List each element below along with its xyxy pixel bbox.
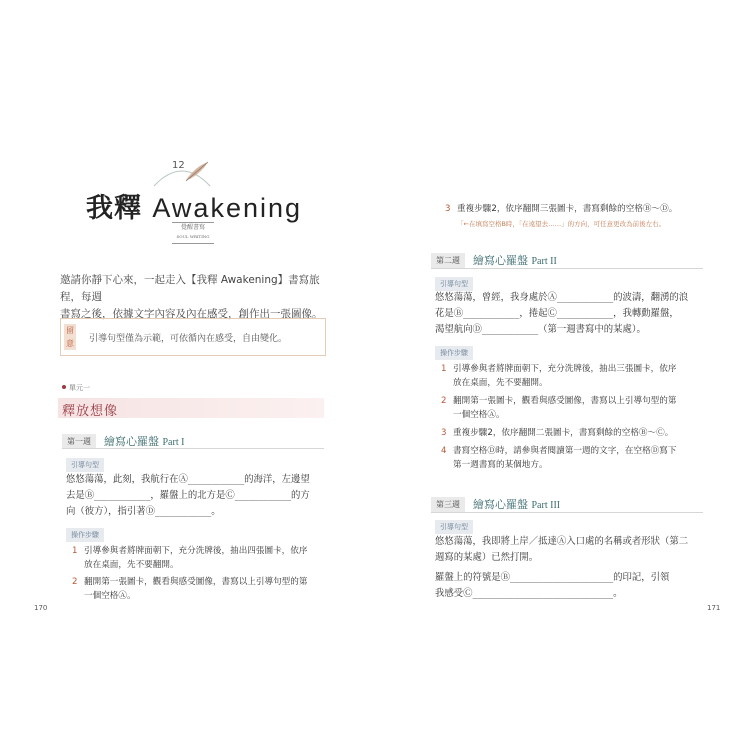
- page-number: 171: [707, 604, 721, 612]
- guide-line: 悠悠蕩蕩，此刻，我航行在Ⓐ____________的海洋，左邊望: [66, 474, 310, 485]
- guide-label: 引導句型: [66, 458, 104, 472]
- week-title-en: Part III: [531, 500, 561, 511]
- guide-label: 引導句型: [435, 520, 473, 534]
- step-item: [441, 394, 709, 408]
- step-number: 1: [72, 546, 78, 556]
- chapter-number: 12: [172, 160, 185, 171]
- step-text: 一個空格Ⓐ。: [84, 591, 136, 601]
- title-en: Awakening: [152, 193, 303, 223]
- step-text: 書寫空格Ⓓ時，請參與者閱讀第一週的文字，在空格Ⓓ寫下: [453, 446, 677, 456]
- step-number: 1: [441, 364, 447, 374]
- week-title-zh: 繪寫心羅盤: [473, 254, 528, 267]
- week-tag: 第三週: [431, 497, 465, 512]
- step-item: [72, 544, 332, 558]
- week-title-en: Part II: [531, 256, 557, 267]
- subtitle-en: SOUL WRITING: [176, 234, 210, 239]
- week-title: [473, 496, 560, 512]
- divider: [62, 448, 324, 449]
- subtitle-zh: 覺醒書寫: [180, 224, 205, 231]
- note-tag-char: 意: [66, 339, 74, 348]
- step-text: 一個空格Ⓐ。: [453, 410, 505, 420]
- step-number: 2: [72, 577, 78, 587]
- guide-line: 渴望航向Ⓓ____________（第一週書寫中的某處）。: [435, 324, 646, 335]
- step-item: [441, 426, 709, 440]
- step-number: 2: [441, 396, 447, 406]
- week-title: [473, 252, 557, 268]
- week-title: [104, 433, 184, 449]
- quill-emblem-icon: [150, 152, 214, 190]
- guide-text: [435, 290, 688, 338]
- steps-label: 操作步驟: [66, 528, 104, 542]
- step-item: [441, 444, 709, 458]
- note-text: 引導句型僅為示範，可依循內在感受，自由變化。: [89, 334, 288, 344]
- right-page: [375, 0, 750, 750]
- week-tag: 第一週: [62, 434, 96, 449]
- step-text: 重複步驟2，依序翻開三張圖卡，書寫剩餘的空格Ⓑ～Ⓓ。: [457, 204, 678, 214]
- step-item: [445, 202, 677, 216]
- guide-line: 羅盤上的符號是Ⓑ______________________的印記，引領: [435, 572, 670, 583]
- guide-line: 我感受Ⓒ______________________________。: [435, 588, 623, 599]
- divider: [431, 512, 703, 513]
- note-tag: [64, 324, 76, 350]
- step-number: 3: [445, 204, 451, 214]
- note-tag-char: 留: [66, 326, 74, 335]
- week-title-en: Part I: [162, 437, 185, 448]
- week-tag: 第二週: [431, 253, 465, 268]
- guide-line: 去是Ⓑ____________，羅盤上的北方是Ⓒ____________的方: [66, 490, 310, 501]
- step-text: 引導參與者將牌面朝下，充分洗牌後，抽出三張圖卡，依序: [453, 364, 677, 374]
- step-text: 翻開第一張圖卡，觀看與感受圖像，書寫以上引導句型的第: [84, 577, 308, 587]
- guide-text: [66, 472, 310, 520]
- page-number: 170: [34, 604, 48, 612]
- step-text: 放在桌面，先不要翻開。: [84, 560, 179, 570]
- subtitle-badge: [172, 222, 214, 244]
- guide-line: 向（彼方），指引著Ⓓ____________。: [66, 506, 221, 517]
- step-text: 第一週書寫的某個地方。: [453, 460, 548, 470]
- guide-text: [435, 534, 688, 602]
- steps-label: 操作步驟: [435, 346, 473, 360]
- note-box: [60, 318, 326, 356]
- divider: [431, 268, 703, 269]
- intro-paragraph: [60, 272, 330, 323]
- step-number: 4: [441, 446, 447, 456]
- intro-line: 邀請你靜下心來，一起走入【我釋 Awakening】書寫旅程，每週: [60, 274, 320, 303]
- step-item: [441, 362, 709, 376]
- guide-line: 花是Ⓑ____________，捲起Ⓒ____________，我轉動羅盤，: [435, 308, 679, 319]
- step-text: 引導參與者將牌面朝下，充分洗牌後，抽出四張圖卡，依序: [84, 546, 308, 556]
- page-title: [86, 186, 302, 225]
- step-number: 3: [441, 428, 447, 438]
- step-item: [72, 575, 332, 589]
- unit-title: 釋放想像: [62, 404, 119, 419]
- steps-list: [72, 544, 332, 603]
- week-title-zh: 繪寫心羅盤: [473, 498, 528, 511]
- step-text: 重複步驟2，依序翻開二張圖卡，書寫剩餘的空格Ⓑ～Ⓒ。: [453, 428, 674, 438]
- intro-line: 書寫之後，依據文字內容及內在感受，創作出一張圖像。: [60, 308, 323, 320]
- steps-list: [441, 362, 709, 472]
- guide-label: 引導句型: [435, 277, 473, 291]
- unit-label: 單元一: [62, 383, 90, 393]
- guide-line: 悠悠蕩蕩，我即將上岸／抵達Ⓐ入口處的名稱或者形狀（第二: [435, 536, 689, 547]
- hint-text: 「←在填寫空格B時，「在遠望去……」的方向，可任意更改為前後左右。: [457, 220, 666, 228]
- week-title-zh: 繪寫心羅盤: [104, 435, 159, 448]
- step-text: 翻開第一張圖卡，觀看與感受圖像，書寫以上引導句型的第: [453, 396, 677, 406]
- title-zh: 我釋: [86, 193, 142, 224]
- step-text: 放在桌面，先不要翻開。: [453, 378, 548, 388]
- guide-line: 週寫的某處）已然打開。: [435, 552, 539, 563]
- guide-line: 悠悠蕩蕩，曾經，我身處於Ⓐ____________的波濤，翻湧的浪: [435, 292, 689, 303]
